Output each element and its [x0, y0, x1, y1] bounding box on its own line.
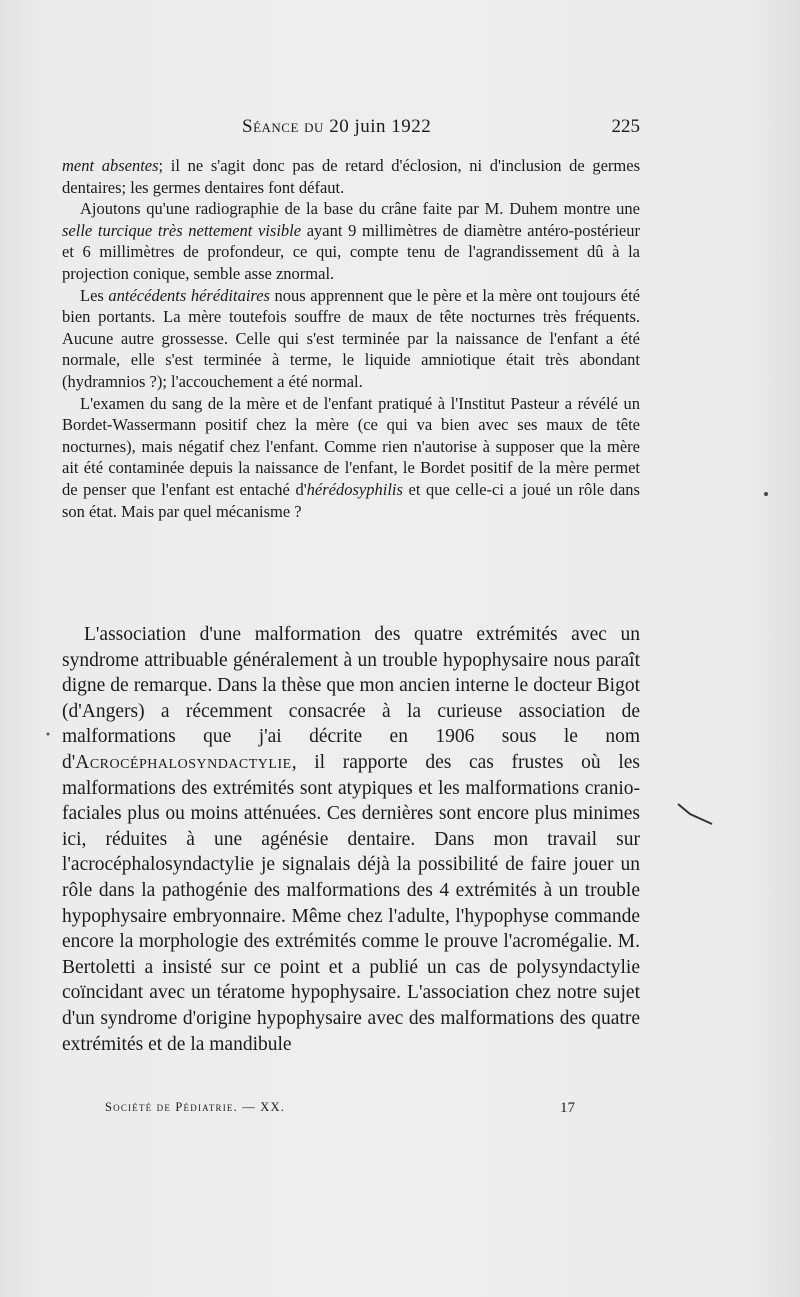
text: ; il ne s'agit donc pas de retard d'éclosion, ni d'inclusion de germes dentaires; les germes dentaires font défaut. — [62, 156, 640, 197]
paragraph — [62, 622, 640, 1057]
text: nous apprennent que le père et la mère ont toujours été bien portants. La mère toutefois souffre de maux de tête nocturnes très fréquents. Aucune autre grossesse. Celle qui s'est terminée par la naissance de l'enfant a été normale, elle s'est terminée à terme, le liquide amniotique était très abondant (hydramnios ?); l'accouchement a été normal. — [62, 285, 640, 391]
italic-text: hérédosyphilis — [306, 479, 403, 499]
italic-text: antécédents héréditaires — [108, 285, 270, 305]
italic-text: selle turcique très nettement visible — [62, 220, 302, 240]
small-caps-text: Acrocéphalosyndactylie — [75, 751, 292, 773]
running-title-date: 20 juin 1922 — [329, 116, 432, 137]
sheet-number: 17 — [560, 1100, 575, 1116]
text: ayant 9 millimètres de diamètre antéro-postérieur et 6 millimètres de profondeur, ce qui, compte tenu de l'agrandissement dû à la projection conique, semble asse znormal. — [62, 220, 640, 283]
paragraph — [62, 198, 640, 284]
signature-line: Société de Pédiatrie. — XX. — [105, 1100, 286, 1114]
text: Les — [80, 285, 109, 305]
running-header — [62, 116, 640, 144]
text: L'association d'une malformation des quatre extrémités avec un syndrome attribuable généralement à un trouble hypophysaire nous paraît digne de remarque. Dans la thèse que mon ancien interne le docteur Bigot (d'Angers) a récemment consacrée à la curieuse association de malformations que j'ai décrite en 1906 sous le nom d' — [62, 624, 640, 773]
italic-text: ment absentes — [62, 156, 159, 175]
running-title-label: Séance du — [242, 116, 324, 137]
running-title — [242, 116, 431, 138]
page-number: 225 — [611, 116, 640, 137]
text: et que celle-ci a joué un rôle dans son état. Mais par quel mécanisme ? — [62, 479, 640, 521]
signature-footer — [105, 1100, 575, 1120]
paragraph — [62, 155, 640, 198]
text: L'examen du sang de la mère et de l'enfant pratiqué à l'Institut Pasteur a révélé un Bordet-Wassermann positif chez la mère (ce qui va bien avec ses maux de tête nocturnes), mais négatif chez l'enfant. Comme rien n'autorise à supposer que la mère ait été contaminée depuis la naissance de l'enfant, le Bordet positif de la mère permet de penser que l'enfant est entaché d' — [62, 393, 640, 499]
pencil-mark-icon — [676, 800, 716, 830]
paragraph — [62, 285, 640, 393]
text: Ajoutons qu'une radiographie de la base du crâne faite par M. Duhem montre une — [80, 199, 640, 219]
case-report-text — [62, 155, 640, 522]
text: , il rapporte des cas frustes où les malformations des extrémités sont atypiques et les malformations cranio-faciales plus ou moins atténuées. Ces dernières sont encore plus minimes ici, réduites à une agénésie dentaire. Dans mon travail sur l'acrocéphalosyndactylie je signalais déjà la possibilité de faire jouer un rôle dans la pathogénie des malformations des 4 extrémités à un trouble hypophysaire embryonnaire. Même chez l'adulte, l'hypophyse commande encore la morphologie des extrémités comme le prouve l'acromégalie. M. Bertoletti a insisté sur ce point et a publié un cas de polysyndactylie coïncidant avec un tératome hypophysaire. L'association chez notre sujet d'un syndrome d'origine hypophysaire avec des malformations des quatre extrémités et de la mandibule — [62, 751, 640, 1055]
paragraph — [62, 393, 640, 523]
margin-dot-icon — [762, 490, 770, 498]
margin-dot-icon — [44, 730, 52, 738]
discussion-text — [62, 622, 640, 1057]
